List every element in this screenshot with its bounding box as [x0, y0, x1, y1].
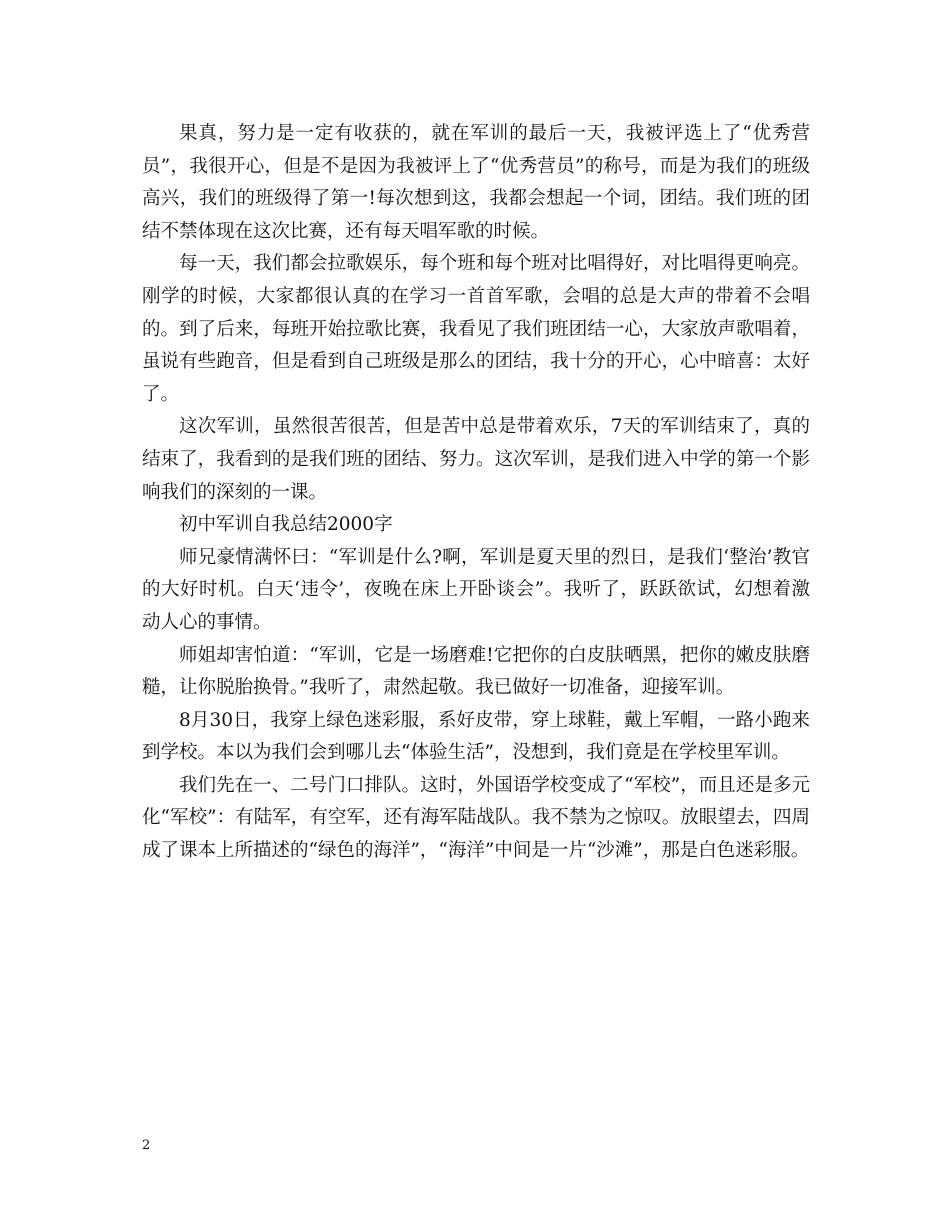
paragraph-3: 这次军训，虽然很苦很苦，但是苦中总是带着欢乐，7天的军训结束了，真的结束了，我看到的是我们班的团结、努力。这次军训，是我们进入中学的第一个影响我们的深刻的一课。: [142, 416, 810, 503]
paragraph-8: 我们先在一、二号门口排队。这时，外国语学校变成了“军校”，而且还是多元化“军校”：有陆军，有空军，还有海军陆战队。我不禁为之惊叹。放眼望去，四周成了课本上所描述的“绿色的海洋”，“海洋”中间是一片“沙滩”，那是白色迷彩服。: [142, 774, 810, 862]
paragraph-7: 8月30日，我穿上绿色迷彩服，系好皮带，穿上球鞋，戴上军帽，一路小跑来到学校。本以为我们会到哪儿去“体验生活”，没想到，我们竟是在学校里军训。: [142, 709, 810, 764]
paragraph-1: 果真，努力是一定有收获的，就在军训的最后一天，我被评选上了“优秀营员”，我很开心，但是不是因为我被评上了“优秀营员”的称号，而是为我们的班级高兴，我们的班级得了第一!每次想到这，我都会想起一个词，团结。我们班的团结不禁体现在这次比赛，还有每天唱军歌的时候。: [142, 123, 810, 242]
document-body: [142, 118, 810, 868]
paragraph-6: 师姐却害怕道：“军训，它是一场磨难!它把你的白皮肤晒黑，把你的嫩皮肤磨糙，让你脱胎换骨。”我听了，肃然起敬。我已做好一切准备，迎接军训。: [142, 644, 810, 699]
paragraph-2: 每一天，我们都会拉歌娱乐，每个班和每个班对比唱得好，对比唱得更响亮。刚学的时候，大家都很认真的在学习一首首军歌，会唱的总是大声的带着不会唱的。到了后来，每班开始拉歌比赛，我看见了我们班团结一心，大家放声歌唱着，虽说有些跑音，但是看到自己班级是那么的团结，我十分的开心，心中暗喜：太好了。: [142, 253, 810, 405]
paragraph-5: 师兄豪情满怀曰：“军训是什么?啊，军训是夏天里的烈日，是我们‘整治’教官的大好时机。白天‘违令’，夜晚在床上开卧谈会”。我听了，跃跃欲试，幻想着激动人心的事情。: [142, 546, 810, 633]
page-number: 2: [142, 1138, 151, 1153]
section-heading: 初中军训自我总结2000字: [179, 514, 393, 536]
